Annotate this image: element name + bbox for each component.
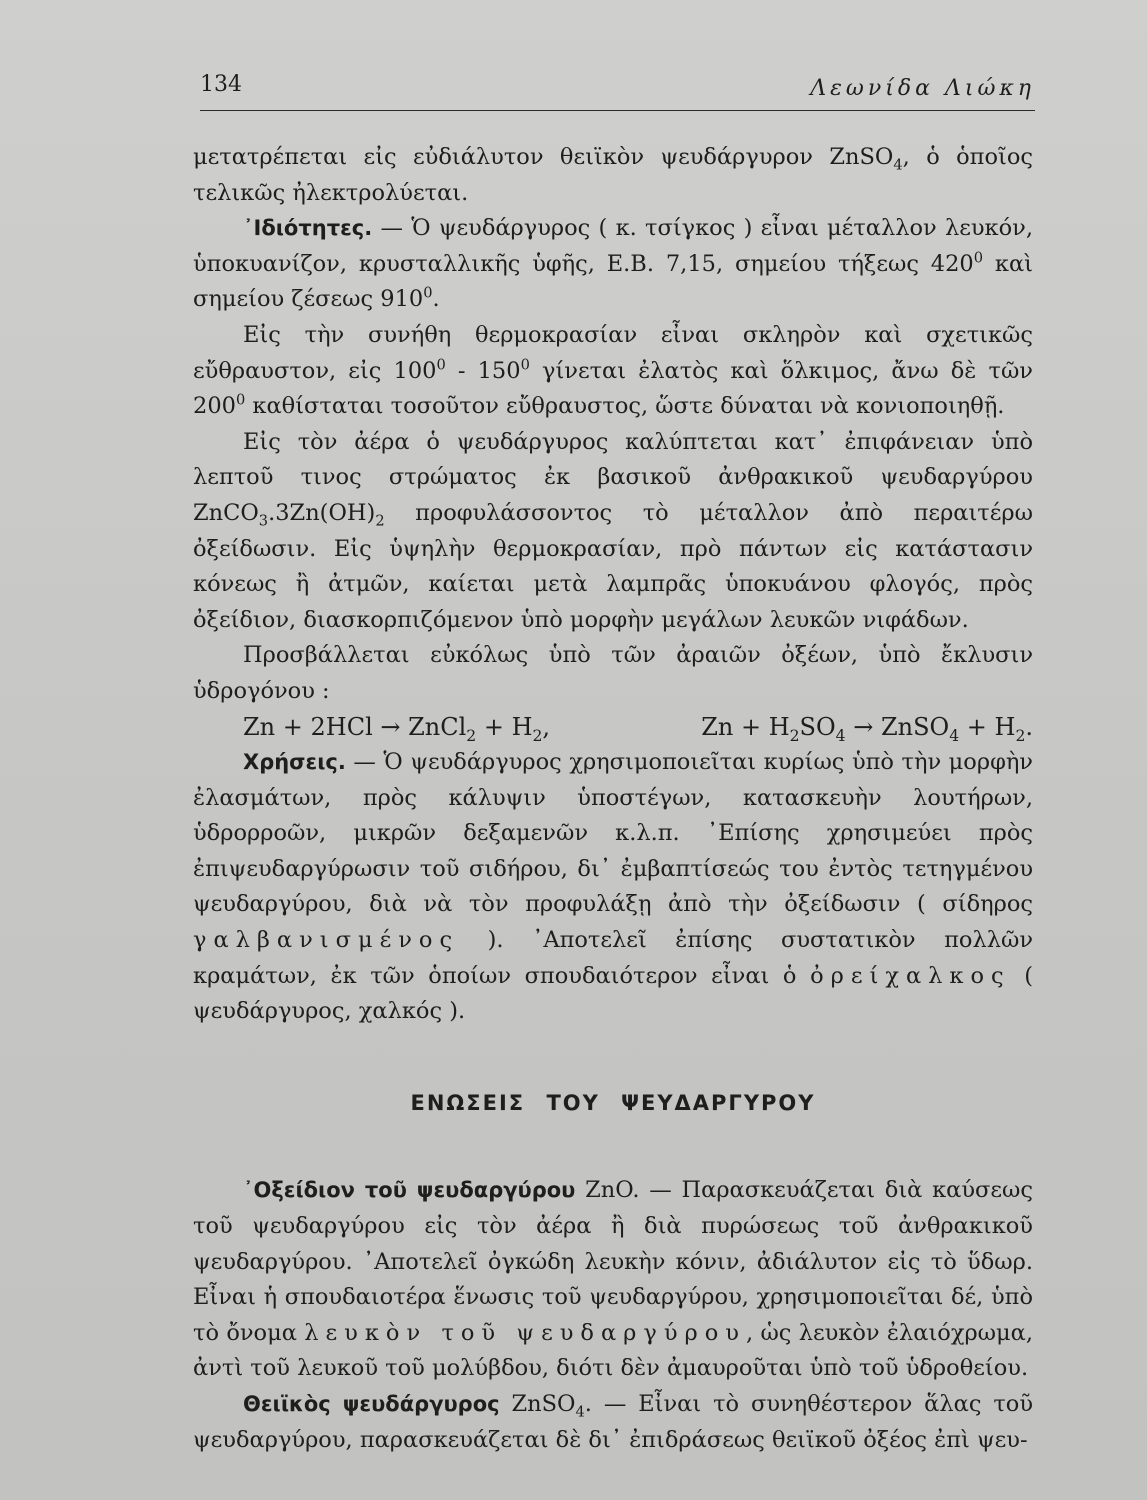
text: → ZnSO: [845, 712, 950, 741]
paragraph-zinc-oxide: [193, 1173, 1033, 1387]
page-body: [193, 140, 1033, 1458]
paragraph-zinc-sulfate: [193, 1387, 1033, 1458]
text: Zn + H: [701, 712, 790, 741]
text: , ὡς λευκὸν ἐλαιόχρωμα, ἀντὶ τοῦ λευκοῦ τοῦ μολύβδου, διότι δὲν ἀμαυροῦται ὑπὸ τοῦ ὑδροθείου.: [193, 1319, 1033, 1382]
heading-properties: ᾿Ιδιότητες.: [243, 216, 373, 241]
text: καὶ σημείου ζέσεως 910: [193, 250, 1033, 313]
text: , ὁ ὁποῖος τελικῶς ἠλεκτρολύεται.: [193, 144, 1033, 206]
text: καθίσταται τοσοῦτον εὔθραυστος, ὥστε δύναται νὰ κονιοποιηθῇ.: [245, 393, 1005, 420]
heading-zinc-oxide: ᾿Οξείδιον τοῦ ψευδαργύρου: [243, 1178, 576, 1203]
spaced-term: γαλβανισμένος: [193, 927, 460, 954]
text: ( ψευδάργυρος, χαλκός ).: [193, 962, 1033, 1025]
chemical-equation: [193, 710, 1033, 746]
paragraph-electrolysis: [193, 140, 1033, 211]
equation-h2so4: [701, 710, 1033, 746]
heading-uses: Χρήσεις.: [243, 750, 346, 775]
text: + H: [959, 712, 1016, 741]
degree-mark: 0: [235, 391, 246, 409]
equation-hcl: [243, 710, 550, 746]
subscript: 2: [1015, 726, 1026, 745]
subscript: 3: [258, 512, 269, 530]
degree-mark: 0: [973, 249, 984, 267]
subscript: 2: [532, 726, 543, 745]
subscript: 2: [375, 512, 385, 530]
text: Zn + 2HCl → ZnCl: [243, 712, 467, 741]
subscript: 2: [789, 726, 800, 745]
text: Εἰς τὴν συνήθη θερμοκρασίαν εἶναι σκληρὸν καὶ σχετικῶς εὔθραυστον, εἰς 100: [193, 321, 1033, 384]
text: — Ὁ ψευδάργυρος χρησιμοποιεῖται κυρίως ὑπὸ τὴν μορφὴν ἐλασμάτων, πρὸς κάλυψιν ὑποστέγων, κατασκευὴν λουτήρων, ὑδρορροῶν, μικρῶν δεξαμενῶν κ.λ.π. ᾿Επίσης χρησιμεύει πρὸς ἐπιψευδαργύρωσιν τοῦ σιδήρου, δι᾿ ἐμβαπτίσεώς του ἐντὸς τετηγμένου ψευδαργύρου, διὰ νὰ τὸν προφυλάξῃ ἀπὸ τὴν ὀξείδωσιν ( σίδηρος: [193, 749, 1033, 918]
degree-mark: 0: [520, 356, 530, 374]
page-header: [200, 70, 1035, 111]
text: ZnO. — Παρασκευάζεται διὰ καύσεως τοῦ ψευδαργύρου εἰς τὸν ἀέρα ἢ διὰ πυρώσεως τοῦ ἀνθρακικοῦ ψευδαργύρου. ᾿Αποτελεῖ ὀγκώδη λευκὴν κόνιν, ἀδιάλυτον εἰς τὸ ὕδωρ. Εἶναι ἡ σπουδαιοτέρα ἕνωσις τοῦ ψευδαργύρου, χρησιμοποιεῖται δέ, ὑπὸ τὸ ὄνομα: [193, 1177, 1033, 1346]
text: Εἰς τὸν ἀέρα ὁ ψευδάργυρος καλύπτεται κατ᾿ ἐπιφάνειαν ὑπὸ λεπτοῦ τινος στρώματος ἐκ βασικοῦ ἀνθρακικοῦ ψευδαργύρου ZnCO: [193, 428, 1033, 526]
text: . — Εἶναι τὸ συνηθέστερον ἅλας τοῦ ψευδαργύρου, παρασκευάζεται δὲ δι᾿ ἐπιδράσεως θειϊκοῦ ὀξέος ἐπὶ ψευ-: [193, 1391, 1034, 1453]
text: μετατρέπεται εἰς εὐδιάλυτον θειϊκὸν ψευδάργυρον ZnSO: [193, 144, 894, 170]
spaced-term: λευκὸν τοῦ ψευδαργύρου: [304, 1319, 746, 1346]
text: ZnSO: [499, 1391, 576, 1417]
paragraph-acids: [193, 638, 1033, 709]
degree-mark: 0: [436, 356, 446, 374]
subscript: 2: [466, 726, 477, 745]
paragraph-uses: [193, 745, 1033, 1030]
running-head: Λεωνίδα Λιώκη: [810, 76, 1035, 101]
text: ). ᾿Αποτελεῖ ἐπίσης συστατικὸν πολλῶν κραμάτων, ἐκ τῶν ὁποίων σπουδαιότερον εἶναι ὁ: [193, 927, 1033, 989]
text: + H: [476, 712, 533, 741]
subscript: 4: [835, 726, 846, 745]
text: Προσβάλλεται εὐκόλως ὑπὸ τῶν ἀραιῶν ὀξέων, ὑπὸ ἔκλυσιν ὑδρογόνου :: [193, 642, 1033, 704]
text: .: [432, 286, 440, 313]
text: SO: [799, 712, 836, 741]
text: προφυλάσσοντος τὸ μέταλλον ἀπὸ περαιτέρω ὀξείδωσιν. Εἰς ὑψηλὴν θερμοκρασίαν, πρὸ πάντων εἰς κατάστασιν κόνεως ἢ ἀτμῶν, καίεται μετὰ λαμπρᾶς ὑποκυάνου φλογός, πρὸς ὀξείδιον, διασκορπιζόμενον ὑπὸ μορφὴν μεγάλων λευκῶν νιφάδων.: [193, 499, 1033, 633]
paragraph-properties: [193, 211, 1033, 318]
text: .3Zn(OH): [268, 499, 376, 526]
text: .: [1025, 712, 1033, 741]
paragraph-temperature: [193, 318, 1033, 425]
text: — Ὁ ψευδάργυρος ( κ. τσίγκος ) εἶναι μέταλλον λευκόν, ὑποκυανίζον, κρυσταλλικῆς ὑφῆς, Ε.Β. 7,15, σημείου τήξεως 420: [193, 215, 1033, 277]
paragraph-air-oxidation: [193, 425, 1033, 639]
spaced-term: ὀρείχαλκος: [810, 962, 1011, 989]
heading-zinc-sulfate: Θειϊκὸς ψευδάργυρος: [243, 1392, 500, 1416]
text: - 150: [445, 357, 521, 384]
text: ,: [542, 712, 551, 741]
page-number: 134: [200, 72, 242, 97]
degree-mark: 0: [423, 284, 433, 302]
subscript: 4: [893, 156, 903, 174]
subscript: 4: [949, 726, 960, 745]
text: γίνεται ἐλατὸς καὶ ὅλκιμος, ἄνω δὲ τῶν 200: [193, 357, 1033, 420]
section-title: ΕΝΩΣΕΙΣ ΤΟΥ ΨΕΥΔΑΡΓΥΡΟΥ: [410, 1090, 816, 1115]
subscript: 4: [575, 1403, 585, 1421]
